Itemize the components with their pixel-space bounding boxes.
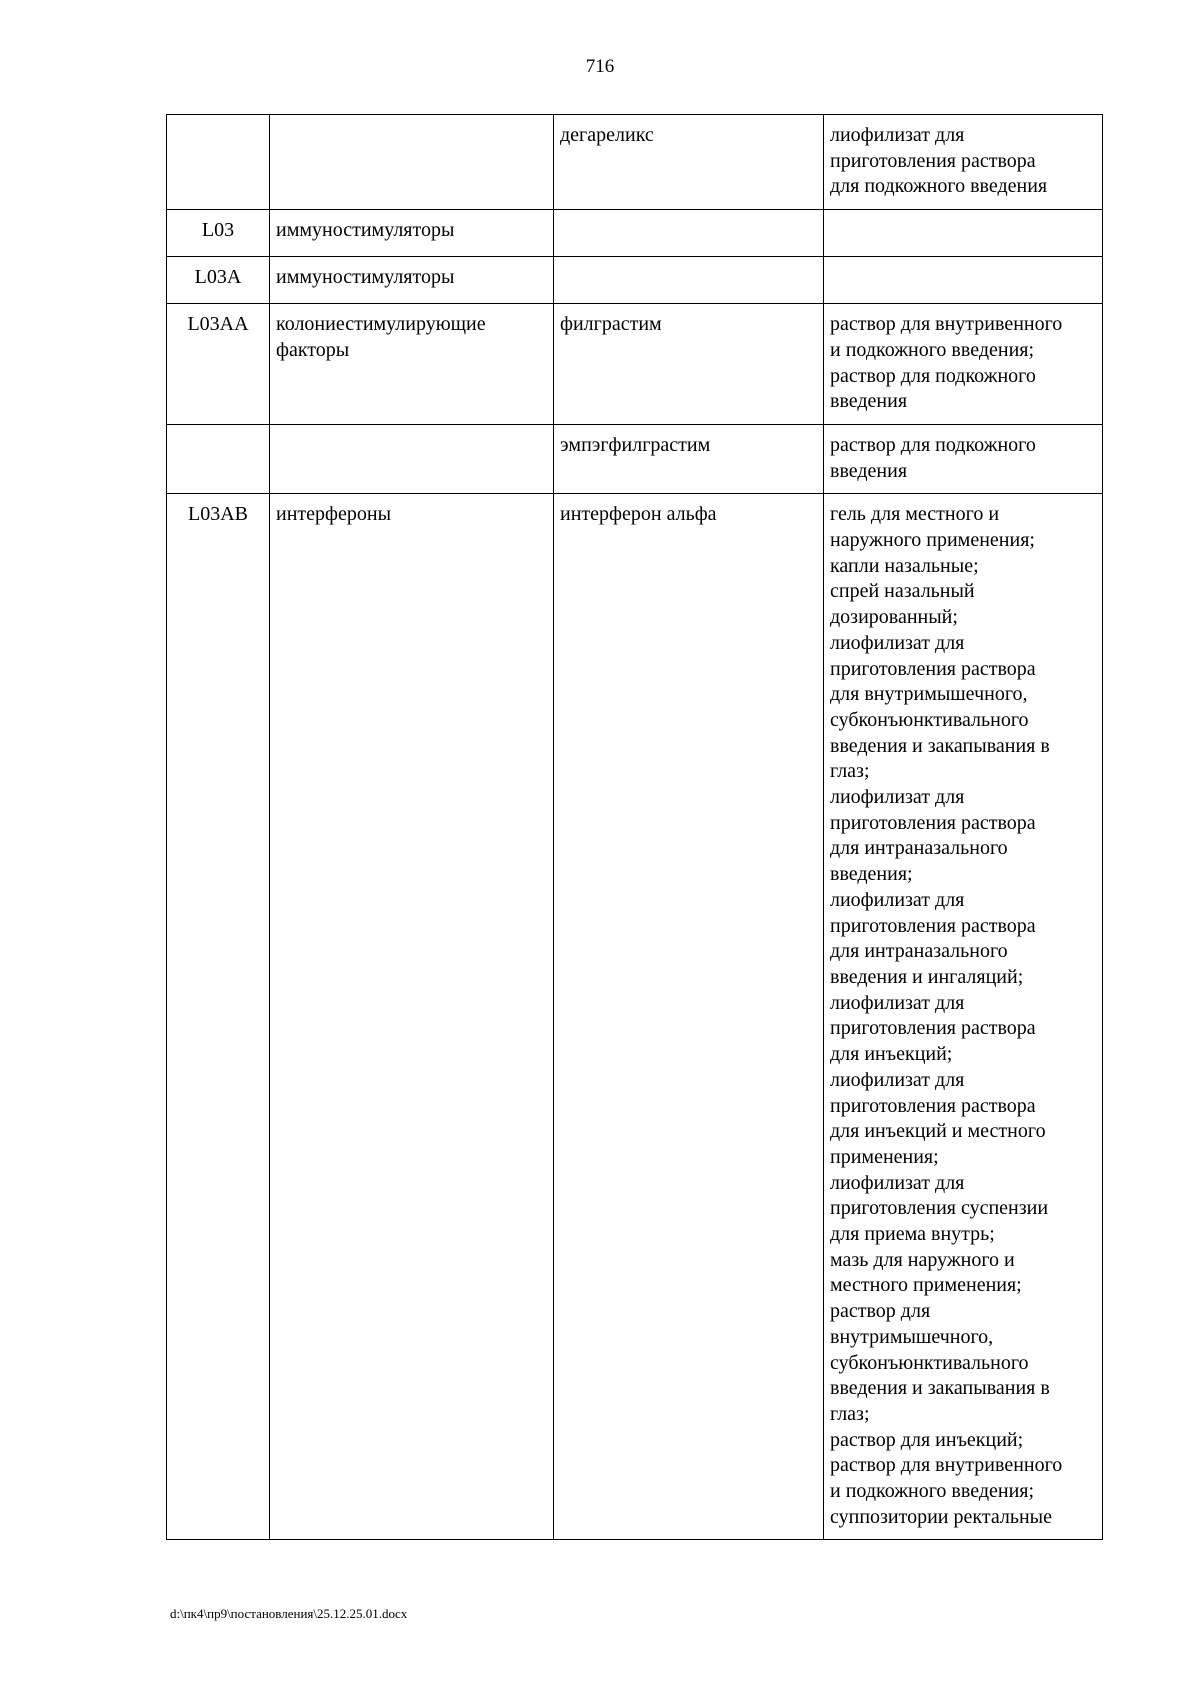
dosage-form-line: введения	[830, 390, 908, 413]
dosage-form-line: глаз;	[830, 760, 870, 783]
dosage-form-line: для внутримышечного,	[830, 683, 1028, 706]
dosage-form-line: и подкожного введения;	[830, 338, 1035, 361]
table-row	[167, 210, 1103, 257]
atc-code-cell: L03A	[167, 257, 270, 304]
dosage-form-line: лиофилизат для	[830, 786, 965, 809]
dosage-form-line: гель для местного и	[830, 503, 1000, 526]
dosage-form-line: лиофилизат для	[830, 1171, 965, 1194]
dosage-form-line: приготовления раствора	[830, 1017, 1036, 1040]
atc-code-cell: L03AB	[167, 494, 270, 1540]
dosage-form-line: введения и ингаляций;	[830, 965, 1024, 988]
dosage-form-line: лиофилизат для	[830, 631, 965, 654]
dosage-form-line: введения	[830, 459, 908, 482]
dosage-form-line: приготовления раствора	[830, 149, 1036, 172]
dosage-form-line: приготовления раствора	[830, 811, 1036, 834]
dosage-form-line: и подкожного введения;	[830, 1480, 1035, 1503]
dosage-form-line: лиофилизат для	[830, 991, 965, 1014]
substance-cell	[554, 257, 824, 304]
atc-code-cell: L03AA	[167, 304, 270, 425]
dosage-form-line: лиофилизат для	[830, 1068, 965, 1091]
table-row	[167, 257, 1103, 304]
atc-code-cell	[167, 115, 270, 210]
dosage-form-line: глаз;	[830, 1402, 870, 1425]
dosage-form-line: для интраназального	[830, 940, 1008, 963]
dosage-form-line: для инъекций и местного	[830, 1120, 1046, 1143]
dosage-form-line: приготовления раствора	[830, 1094, 1036, 1117]
dosage-form-line: раствор для инъекций;	[830, 1428, 1024, 1451]
dosage-form-line: спрей назальный	[830, 580, 975, 603]
group-cell: иммуностимуляторы	[270, 257, 554, 304]
atc-code-cell: L03	[167, 210, 270, 257]
group-cell: колониестимулирующие факторы	[270, 304, 554, 425]
substance-cell: дегареликс	[554, 115, 824, 210]
group-cell: иммуностимуляторы	[270, 210, 554, 257]
dosage-form-line: суппозитории ректальные	[830, 1505, 1052, 1528]
dosage-form-line: введения;	[830, 863, 913, 886]
dosage-form-line: внутримышечного,	[830, 1325, 994, 1348]
group-cell	[270, 115, 554, 210]
table-row	[167, 115, 1103, 210]
dosage-form-line: раствор для подкожного	[830, 364, 1036, 387]
table-row	[167, 494, 1103, 1540]
dosage-form-line: для подкожного введения	[830, 175, 1048, 198]
dosage-form-line: приготовления раствора	[830, 914, 1036, 937]
dosage-form-line: раствор для внутривенного	[830, 1454, 1063, 1477]
page-number: 716	[585, 56, 615, 77]
group-cell: интерфероны	[270, 494, 554, 1540]
dosage-form-line: субконъюнктивального	[830, 1351, 1029, 1374]
dosage-forms-cell	[824, 115, 1103, 210]
substance-cell: филграстим	[554, 304, 824, 425]
dosage-form-line: раствор для внутривенного	[830, 313, 1063, 336]
dosage-forms-cell	[824, 494, 1103, 1540]
dosage-form-line: для приема внутрь;	[830, 1223, 995, 1246]
dosage-form-line: введения и закапывания в	[830, 734, 1050, 757]
dosage-form-line: лиофилизат для	[830, 888, 965, 911]
dosage-forms-cell	[824, 424, 1103, 493]
table-row	[167, 424, 1103, 493]
dosage-form-line: введения и закапывания в	[830, 1377, 1050, 1400]
dosage-forms-cell	[824, 257, 1103, 304]
dosage-form-line: применения;	[830, 1145, 939, 1168]
substance-cell	[554, 210, 824, 257]
substance-cell: интерферон альфа	[554, 494, 824, 1540]
dosage-form-line: капли назальные;	[830, 554, 979, 577]
dosage-form-line: для инъекций;	[830, 1043, 953, 1066]
dosage-form-line: дозированный;	[830, 606, 958, 629]
atc-code-cell	[167, 424, 270, 493]
dosage-form-line: раствор для подкожного	[830, 433, 1036, 456]
dosage-form-line: для интраназального	[830, 837, 1008, 860]
dosage-forms-cell	[824, 304, 1103, 425]
dosage-form-line: наружного применения;	[830, 529, 1035, 552]
group-cell	[270, 424, 554, 493]
dosage-form-line: мазь для наружного и	[830, 1248, 1015, 1271]
dosage-form-line: лиофилизат для	[830, 124, 965, 146]
drug-table	[166, 114, 1103, 1540]
substance-cell: эмпэгфилграстим	[554, 424, 824, 493]
footer-file-path: d:\пк4\пр9\постановления\25.12.25.01.docx	[170, 1606, 408, 1621]
dosage-form-line: раствор для	[830, 1300, 931, 1323]
table-row	[167, 304, 1103, 425]
dosage-form-line: приготовления суспензии	[830, 1197, 1049, 1220]
dosage-forms-cell	[824, 210, 1103, 257]
dosage-form-line: местного применения;	[830, 1274, 1022, 1297]
dosage-form-line: приготовления раствора	[830, 657, 1036, 680]
dosage-form-line: субконъюнктивального	[830, 708, 1029, 731]
